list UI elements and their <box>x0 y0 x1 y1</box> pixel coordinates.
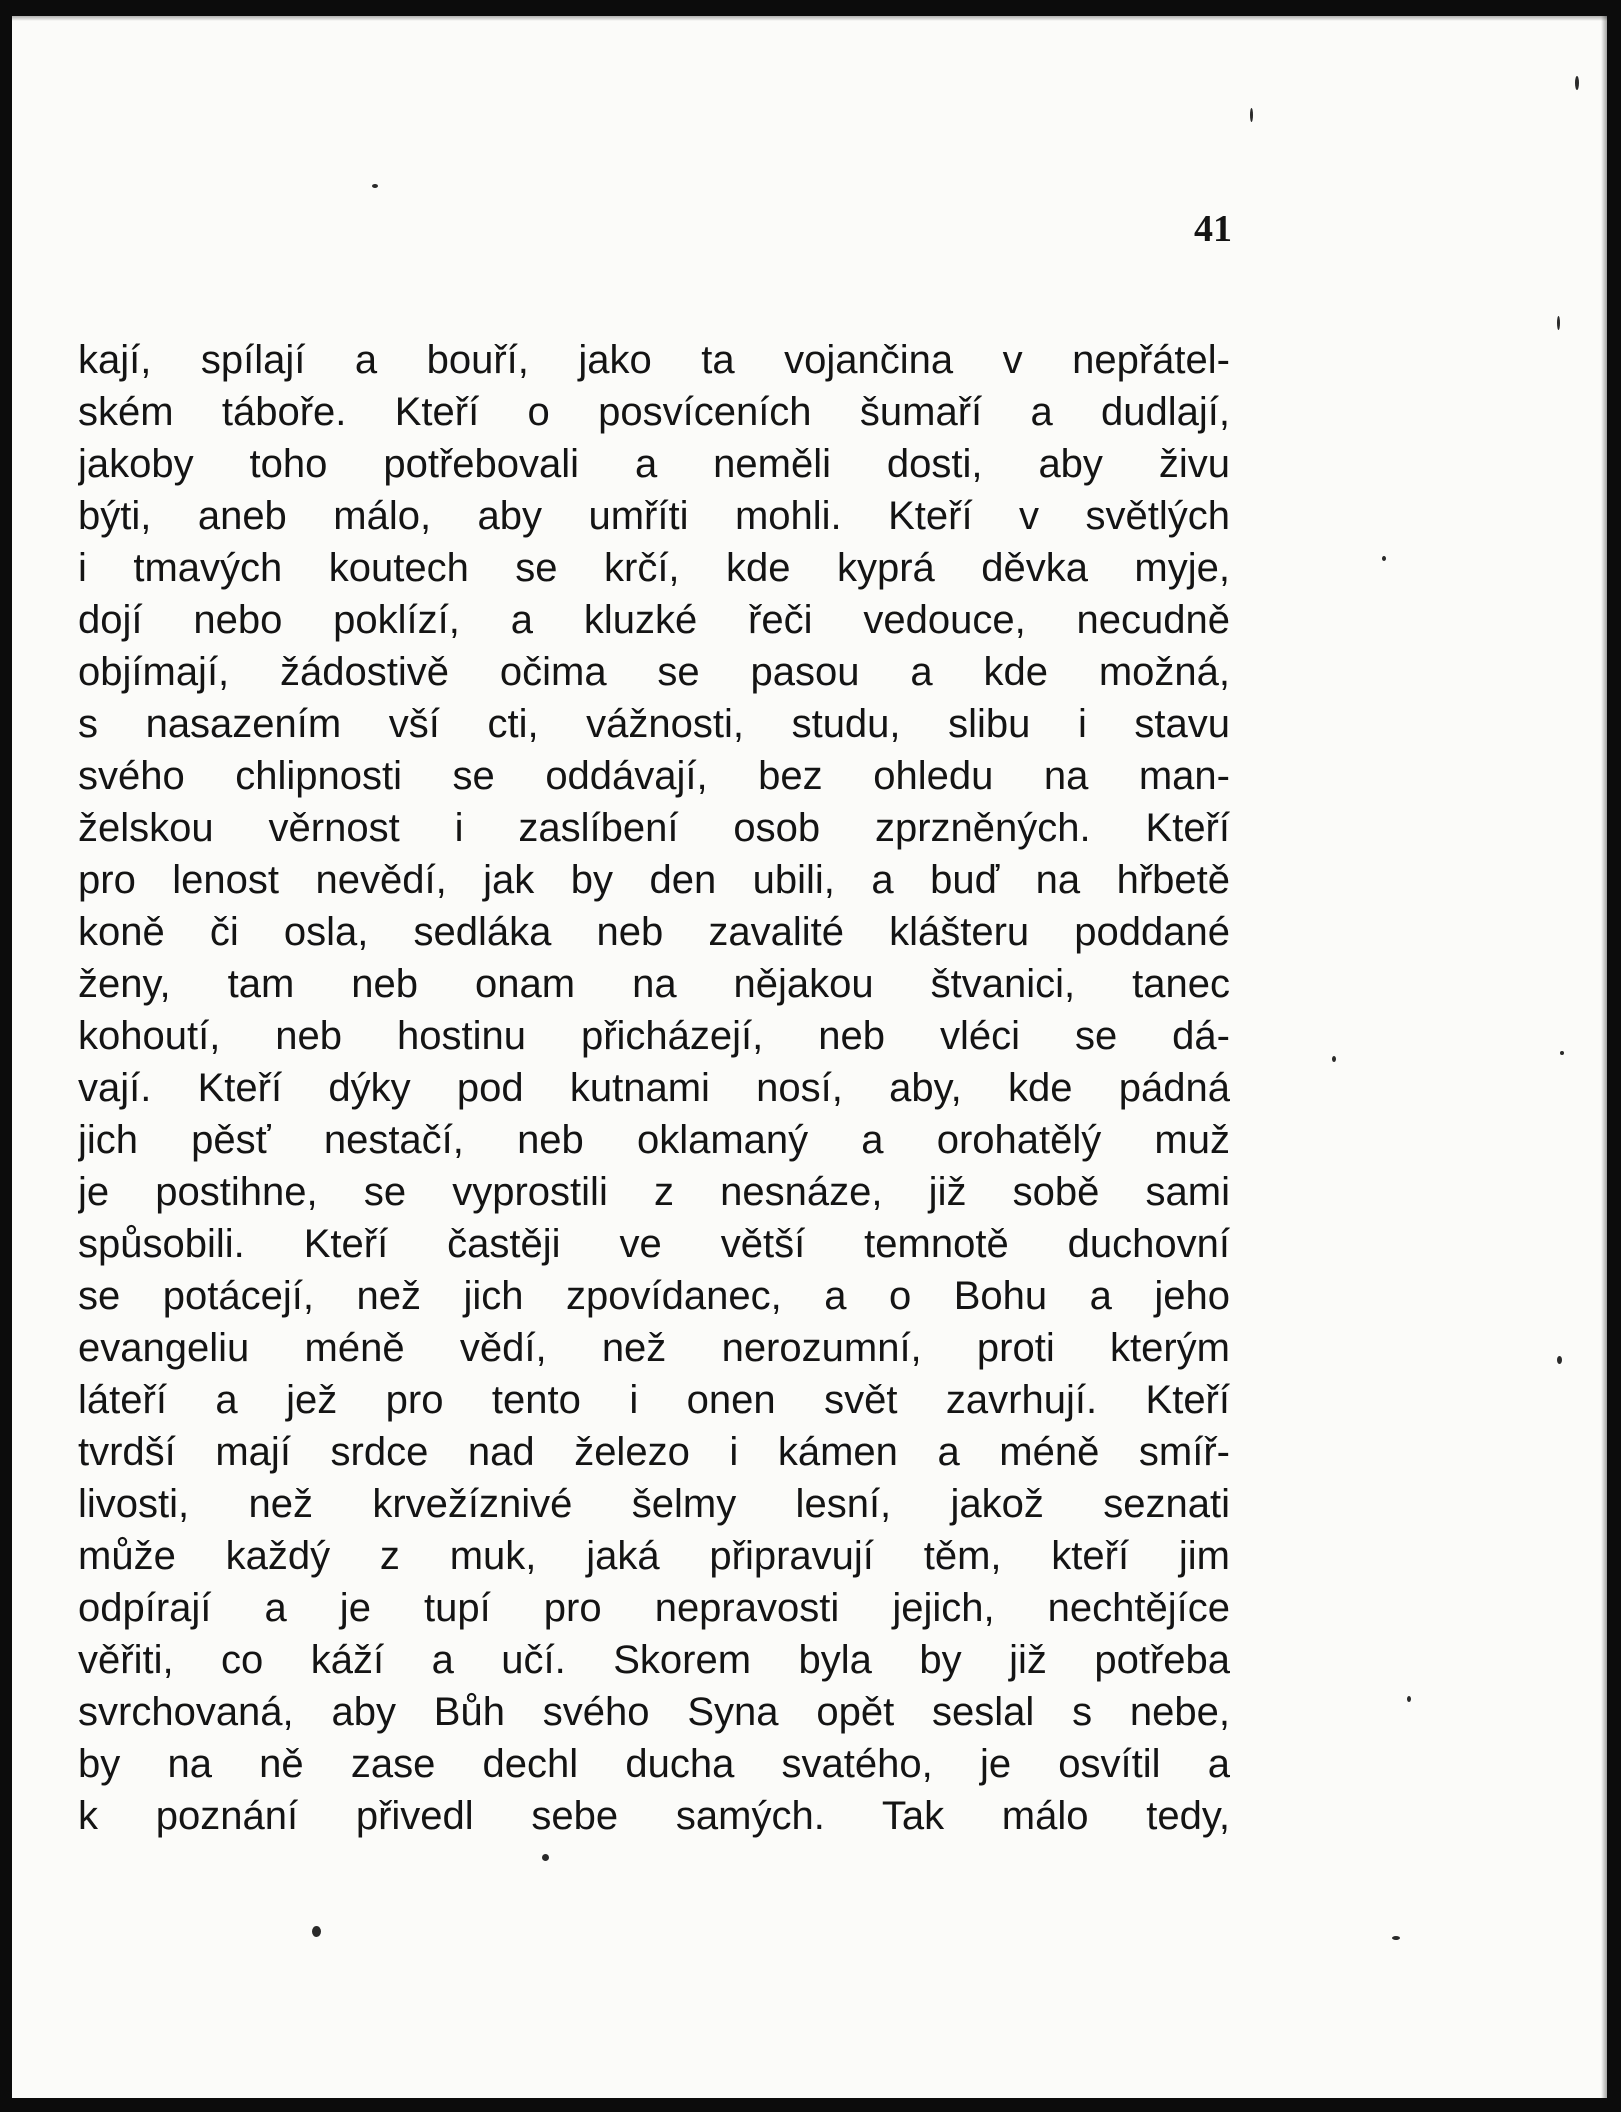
text-line: jich pěsť nestačí, neb oklamaný a orohatělý muž <box>78 1118 1230 1162</box>
body-text <box>78 334 1230 1842</box>
scan-speck <box>1560 1051 1564 1055</box>
text-line: může každý z muk, jaká připravují těm, kteří jim <box>78 1534 1230 1578</box>
text-line: jakoby toho potřebovali a neměli dosti, aby živu <box>78 442 1230 486</box>
text-line: kají, spílají a bouří, jako ta vojančina v nepřátel- <box>78 338 1230 382</box>
text-line: je postihne, se vyprostili z nesnáze, již sobě sami <box>78 1170 1230 1214</box>
text-line: by na ně zase dechl ducha svatého, je osvítil a <box>78 1742 1230 1786</box>
scan-speck <box>542 1854 549 1861</box>
scan-speck <box>312 1926 321 1937</box>
scan-speck <box>1557 1356 1562 1364</box>
text-line: i tmavých koutech se krčí, kde kyprá děvka myje, <box>78 546 1230 590</box>
text-line: spůsobili. Kteří častěji ve větší temnotě duchovní <box>78 1222 1230 1266</box>
text-line: odpírají a je tupí pro nepravosti jejich, nechtějíce <box>78 1586 1230 1630</box>
text-line: vají. Kteří dýky pod kutnami nosí, aby, kde pádná <box>78 1066 1230 1110</box>
page-edge-shadow <box>1601 16 1607 2098</box>
text-line: k poznání přivedl sebe samých. Tak málo tedy, <box>78 1794 1230 1838</box>
page-number: 41 <box>1194 208 1232 250</box>
text-line: se potácejí, než jich zpovídanec, a o Bohu a jeho <box>78 1274 1230 1318</box>
text-line: býti, aneb málo, aby umříti mohli. Kteří v světlých <box>78 494 1230 538</box>
text-line: svrchovaná, aby Bůh svého Syna opět seslal s nebe, <box>78 1690 1230 1734</box>
text-line: svého chlipnosti se oddávají, bez ohledu na man- <box>78 754 1230 798</box>
text-line: koně či osla, sedláka neb zavalité klášteru poddané <box>78 910 1230 954</box>
scan-speck <box>1392 1936 1400 1940</box>
scan-speck <box>1250 108 1253 122</box>
text-line: evangeliu méně vědí, než nerozumní, proti kterým <box>78 1326 1230 1370</box>
book-page <box>12 16 1607 2098</box>
scan-speck <box>1407 1696 1411 1702</box>
text-line: ském táboře. Kteří o posvíceních šumaří a dudlají, <box>78 390 1230 434</box>
scan-speck <box>1382 556 1386 561</box>
page-top-shadow <box>12 16 1607 21</box>
text-line: želskou věrnost i zaslíbení osob zprzněných. Kteří <box>78 806 1230 850</box>
scan-speck <box>372 184 378 188</box>
text-line: s nasazením vší cti, vážnosti, studu, slibu i stavu <box>78 702 1230 746</box>
scan-speck <box>1332 1056 1336 1062</box>
text-line: tvrdší mají srdce nad železo i kámen a méně smíř- <box>78 1430 1230 1474</box>
text-line: objímají, žádostivě očima se pasou a kde možná, <box>78 650 1230 694</box>
text-line: dojí nebo poklízí, a kluzké řeči vedouce, necudně <box>78 598 1230 642</box>
text-line: livosti, než krvežíznivé šelmy lesní, jakož seznati <box>78 1482 1230 1526</box>
text-line: pro lenost nevědí, jak by den ubili, a buď na hřbetě <box>78 858 1230 902</box>
text-line: věřiti, co káží a učí. Skorem byla by již potřeba <box>78 1638 1230 1682</box>
text-line: ženy, tam neb onam na nějakou štvanici, tanec <box>78 962 1230 1006</box>
text-line: kohoutí, neb hostinu přicházejí, neb vléci se dá- <box>78 1014 1230 1058</box>
scan-speck <box>1575 76 1579 90</box>
text-line: láteří a jež pro tento i onen svět zavrhují. Kteří <box>78 1378 1230 1422</box>
scan-speck <box>1557 316 1560 330</box>
